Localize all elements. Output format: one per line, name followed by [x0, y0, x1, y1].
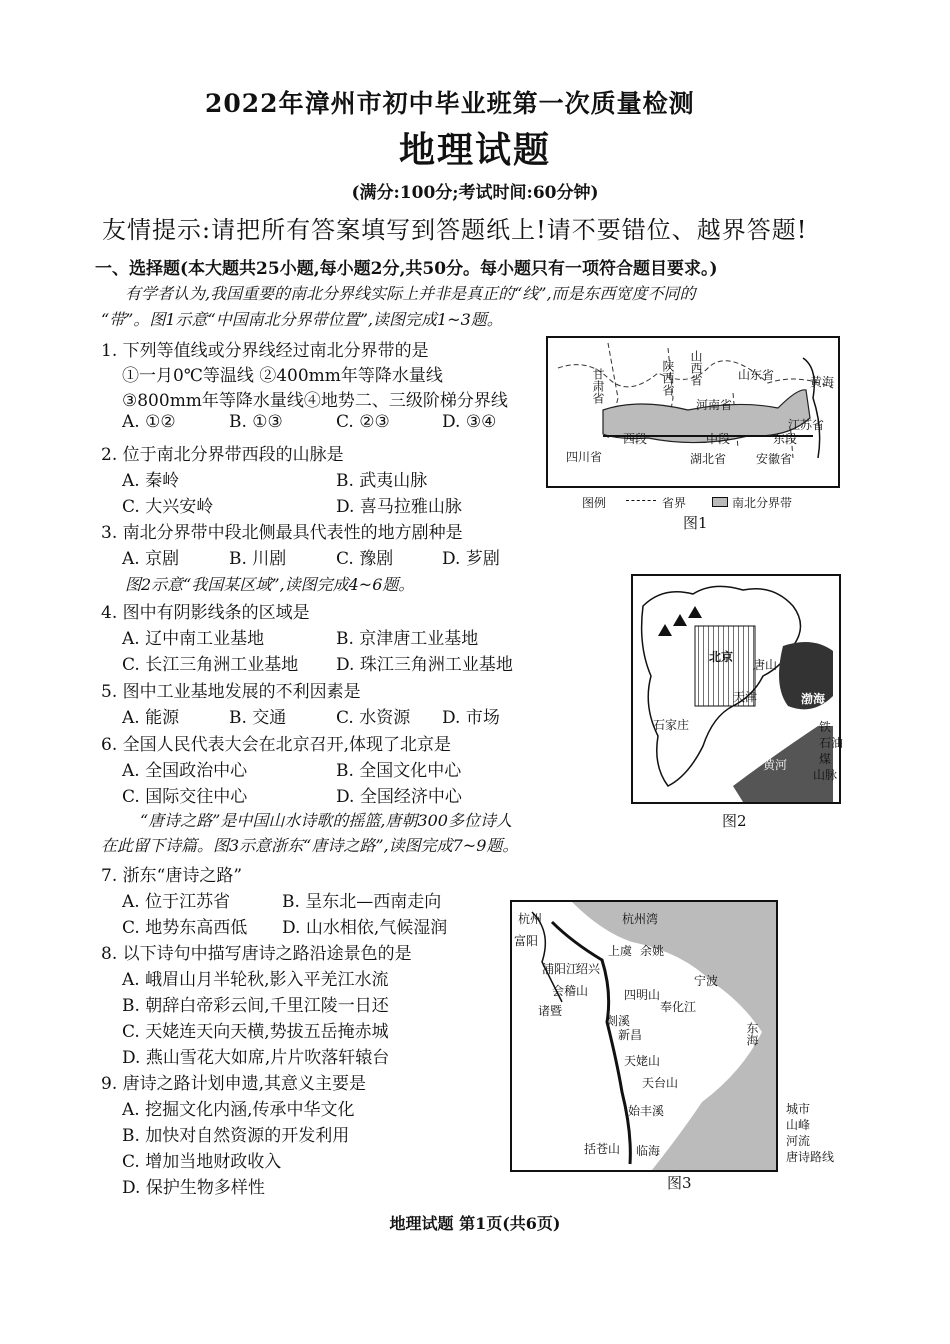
fig1-legend-title: 图例: [582, 496, 607, 510]
fig1-label-sichuan: 四川省: [566, 450, 603, 464]
fig3-label-yuyao: 余姚: [640, 944, 665, 958]
fig3-label-kuocang-mountain: 括苍山: [584, 1142, 621, 1156]
fig1-legend-zone-label: 南北分界带: [732, 496, 793, 510]
fig3-label-shangyu: 上虞: [608, 944, 633, 958]
fig2-label-shijiazhuang: 石家庄: [653, 718, 690, 732]
score-info: (满分:100分;考试时间:60分钟): [351, 183, 599, 203]
fig3-label-shaoxing: 绍兴: [576, 962, 601, 976]
question-2-stem: 2. 位于南北分界带西段的山脉是: [101, 445, 344, 465]
fig3-legend-route: 唐诗路线: [786, 1150, 835, 1164]
section-title: 一、选择题(本大题共25小题,每小题2分,共50分。每小题只有一项符合题目要求。): [95, 259, 718, 279]
fig3-legend-city: 城市: [786, 1102, 811, 1116]
question-1-option-b: B. ①③: [229, 412, 283, 432]
fig1-legend-border-label: 省界: [662, 496, 687, 510]
fig3-label-shanxi-stream: 剡溪: [606, 1014, 631, 1028]
question-8-stem: 8. 以下诗句中描写唐诗之路沿途景色的是: [101, 944, 412, 964]
fig3-label-hangzhou-bay: 杭州湾: [622, 912, 659, 926]
fig2-label-tangshan: 唐山: [753, 658, 778, 672]
fig3-legend-river: 河流: [786, 1134, 811, 1148]
fig2-legend-mountain: 山脉: [813, 768, 838, 782]
question-2-option-c: C. 大兴安岭: [122, 497, 214, 517]
fig1-label-henan: 河南省: [696, 398, 733, 412]
question-2-option-d: D. 喜马拉雅山脉: [336, 497, 462, 517]
fig2-label-yellow-river: 黄河: [763, 758, 788, 772]
fig3-label-fuyang: 富阳: [514, 934, 539, 948]
question-3-option-a: A. 京剧: [122, 549, 180, 569]
fig2-label-bohai: 渤海: [801, 692, 826, 706]
fig3-label-ningbo: 宁波: [694, 974, 719, 988]
figure-2-map: [631, 574, 844, 804]
question-5-stem: 5. 图中工业基地发展的不利因素是: [101, 682, 361, 702]
question-6-option-b: B. 全国文化中心: [336, 761, 462, 781]
question-4-stem: 4. 图中有阴影线条的区域是: [101, 603, 310, 623]
question-6-option-d: D. 全国经济中心: [336, 787, 462, 807]
fig3-label-zhuji: 诸暨: [538, 1004, 563, 1018]
figure-1-caption: 图1: [683, 514, 708, 532]
question-6-stem: 6. 全国人民代表大会在北京召开,体现了北京是: [101, 735, 452, 755]
fig1-label-middle-section: 中段: [706, 432, 731, 446]
question-7-option-b: B. 呈东北—西南走向: [282, 892, 442, 912]
question-8-option-c: C. 天姥连天向天横,势拔五岳掩赤城: [122, 1022, 389, 1042]
figure-3-map: [510, 900, 778, 1172]
figure-3-caption: 图3: [667, 1174, 692, 1192]
intro-text-4: “唐诗之路”是中国山水诗歌的摇篮,唐朝300多位诗人: [140, 811, 512, 830]
fig2-legend-coal: 煤: [819, 752, 832, 766]
question-5-option-a: A. 能源: [122, 708, 180, 728]
fig3-label-siming-mountain: 四明山: [624, 988, 661, 1002]
intro-text-2: “带”。图1示意“中国南北分界带位置”,读图完成1~3题。: [101, 310, 503, 329]
fig3-label-tianmu-mountain: 天姥山: [624, 1054, 661, 1068]
question-7-option-a: A. 位于江苏省: [122, 892, 231, 912]
question-1-option-d: D. ③④: [442, 412, 497, 432]
question-3-option-b: B. 川剧: [229, 549, 287, 569]
fig1-legend-zone-swatch: [712, 497, 728, 507]
fig1-label-jiangsu: 江苏省: [788, 418, 825, 432]
question-4-option-d: D. 珠江三角洲工业基地: [336, 655, 513, 675]
question-1-sub1: ①一月0℃等温线 ②400mm年等降水量线: [122, 366, 443, 386]
question-6-option-a: A. 全国政治中心: [122, 761, 248, 781]
friendly-tip: 友情提示:请把所有答案填写到答题纸上!请不要错位、越界答题!: [102, 216, 808, 244]
question-3-stem: 3. 南北分界带中段北侧最具代表性的地方剧种是: [101, 523, 463, 543]
question-2-option-b: B. 武夷山脉: [336, 471, 428, 491]
question-3-option-d: D. 芗剧: [442, 549, 500, 569]
fig3-label-linhai: 临海: [636, 1144, 661, 1158]
figure-2-caption: 图2: [722, 812, 747, 830]
figure-1-map: [546, 336, 840, 488]
question-6-option-c: C. 国际交往中心: [122, 787, 248, 807]
page-title: 地理试题: [398, 129, 551, 171]
question-1-sub2: ③800mm年等降水量线④地势二、三级阶梯分界线: [122, 391, 508, 411]
question-8-option-b: B. 朝辞白帝彩云间,千里江陵一日还: [122, 996, 389, 1016]
fig1-label-shanxi: 山西省: [689, 350, 703, 386]
exam-header: 2022年漳州市初中毕业班第一次质量检测: [205, 89, 695, 118]
fig2-legend-oil: 石油: [819, 736, 844, 750]
fig1-label-hubei: 湖北省: [690, 452, 727, 466]
question-1-stem: 1. 下列等值线或分界线经过南北分界带的是: [101, 341, 429, 361]
fig1-label-shaanxi: 陕西省: [661, 360, 675, 396]
fig3-label-tiantai-mountain: 天台山: [642, 1076, 679, 1090]
fig1-label-shandong: 山东省: [738, 368, 775, 382]
fig1-legend-border-line: [626, 500, 656, 501]
fig1-label-east-section: 东段: [773, 432, 798, 446]
intro-text-3: 图2示意“我国某区域”,读图完成4~6题。: [125, 575, 415, 594]
fig3-label-fenghua-river: 奉化江: [660, 1000, 697, 1014]
intro-text-5: 在此留下诗篇。图3示意浙东“唐诗之路”,读图完成7~9题。: [101, 836, 519, 855]
question-1-option-a: A. ①②: [122, 412, 176, 432]
intro-text-1: 有学者认为,我国重要的南北分界线实际上并非是真正的“线”,而是东西宽度不同的: [125, 284, 696, 303]
fig1-label-west-section: 西段: [623, 432, 648, 446]
page-footer: 地理试题 第1页(共6页): [389, 1214, 561, 1233]
fig3-label-shifeng-stream: 始丰溪: [628, 1104, 665, 1118]
question-3-option-c: C. 豫剧: [336, 549, 394, 569]
fig1-label-anhui: 安徽省: [756, 452, 793, 466]
fig3-label-east-sea: 东海: [745, 1022, 759, 1046]
question-9-option-a: A. 挖掘文化内涵,传承中华文化: [122, 1100, 355, 1120]
fig2-label-tianjin: 天津: [733, 690, 758, 704]
fig2-label-beijing: 北京: [709, 650, 734, 664]
question-9-stem: 9. 唐诗之路计划申遗,其意义主要是: [101, 1074, 367, 1094]
question-9-option-b: B. 加快对自然资源的开发利用: [122, 1126, 350, 1146]
question-4-option-b: B. 京津唐工业基地: [336, 629, 479, 649]
question-8-option-d: D. 燕山雪花大如席,片片吹落轩辕台: [122, 1048, 390, 1068]
question-7-stem: 7. 浙东“唐诗之路”: [101, 866, 243, 886]
question-5-option-c: C. 水资源: [336, 708, 411, 728]
fig3-label-kuaiji-mountain: 会稽山: [552, 984, 589, 998]
fig2-legend-iron: 铁: [819, 720, 832, 734]
fig3-legend-peak: 山峰: [786, 1118, 811, 1132]
question-5-option-b: B. 交通: [229, 708, 287, 728]
fig3-label-hangzhou: 杭州: [518, 912, 543, 926]
question-4-option-a: A. 辽中南工业基地: [122, 629, 265, 649]
fig1-label-gansu: 甘肃省: [591, 368, 605, 404]
question-5-option-d: D. 市场: [442, 708, 500, 728]
question-1-option-c: C. ②③: [336, 412, 390, 432]
question-4-option-c: C. 长江三角洲工业基地: [122, 655, 299, 675]
question-7-option-c: C. 地势东高西低: [122, 918, 248, 938]
question-9-option-d: D. 保护生物多样性: [122, 1178, 265, 1198]
fig3-label-xinchang: 新昌: [618, 1028, 643, 1042]
question-2-option-a: A. 秦岭: [122, 471, 180, 491]
fig1-label-yellow-sea: 黄海: [810, 375, 835, 389]
fig3-label-puyang-river: 浦阳江: [542, 962, 579, 976]
question-8-option-a: A. 峨眉山月半轮秋,影入平羌江水流: [122, 970, 389, 990]
question-9-option-c: C. 增加当地财政收入: [122, 1152, 282, 1172]
question-7-option-d: D. 山水相依,气候湿润: [282, 918, 448, 938]
